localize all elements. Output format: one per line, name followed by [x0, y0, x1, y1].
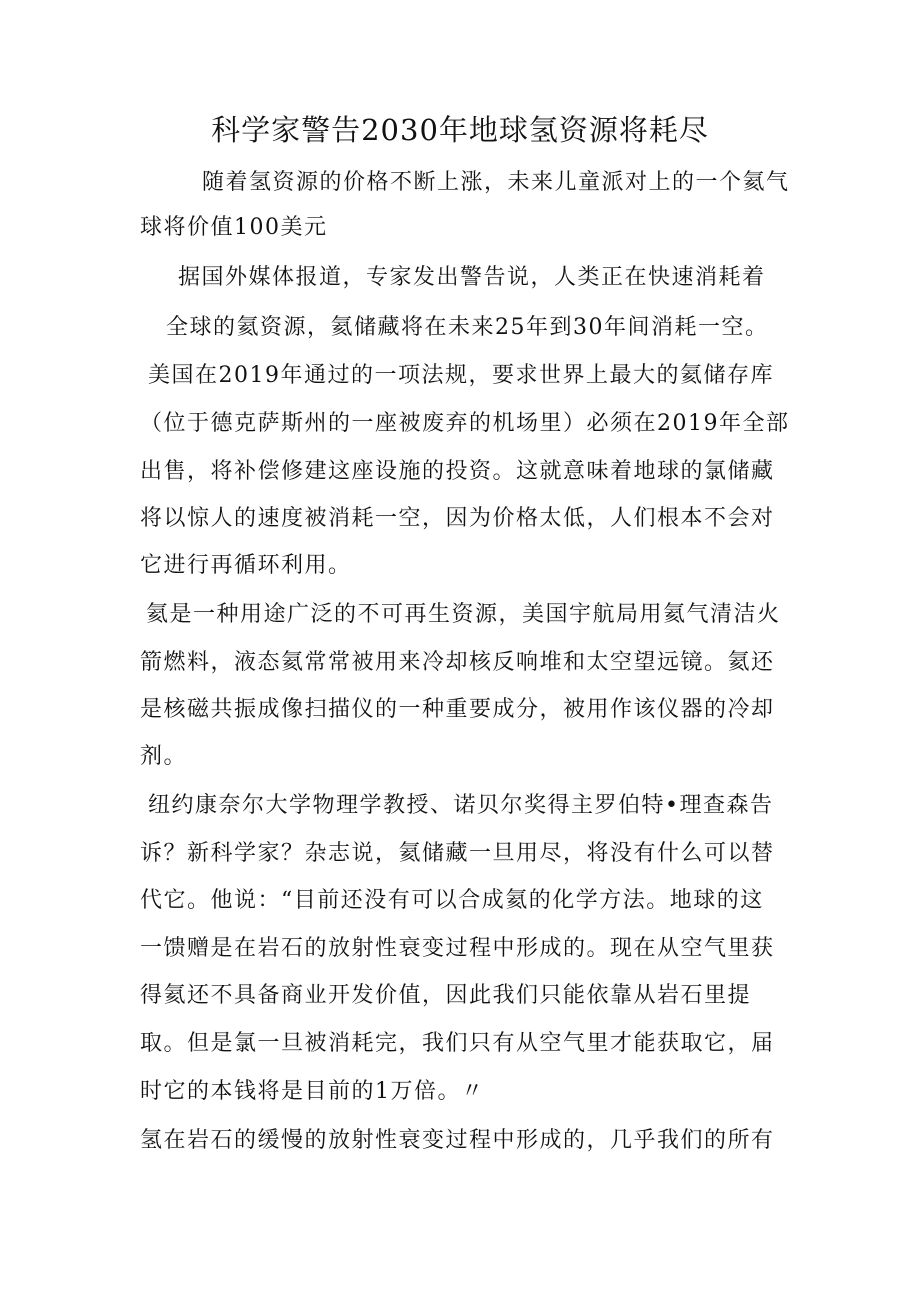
paragraph-line: 出售，将补偿修建这座设施的投资。这就意味着地球的氯储藏 — [140, 459, 775, 484]
paragraph-line: 剂。 — [140, 744, 188, 769]
document-title: 科学家警告2030年地球氢资源将耗尽 — [211, 113, 709, 147]
paragraph-line: 全球的氦资源，氦储藏将在未来25年到30年间消耗一空。 — [166, 315, 769, 340]
paragraph-line: 氦是一种用途广泛的不可再生资源，美国宇航局用氦气清洁火 — [146, 602, 781, 627]
paragraph-line: （位于德克萨斯州的一座被废弃的机场里）必须在2019年全部 — [140, 411, 790, 436]
paragraph-line: 取。但是氯一旦被消耗完，我们只有从空气里才能获取它，届 — [140, 1031, 775, 1056]
paragraph-line: 纽约康奈尔大学物理学教授、诺贝尔奖得主罗伯特•理查森告 — [148, 793, 774, 818]
paragraph-line: 将以惊人的速度被消耗一空，因为价格太低，人们根本不会对 — [140, 506, 775, 531]
paragraph-line: 得氦还不具备商业开发价值，因此我们只能依靠从岩石里提 — [140, 983, 752, 1008]
paragraph-line: 氢在岩石的缓慢的放射性衰变过程中形成的，几乎我们的所有 — [140, 1128, 775, 1153]
paragraph-line: 它进行再循环利用。 — [140, 553, 352, 578]
paragraph-line: 是核磁共振成像扫描仪的一种重要成分，被用作该仪器的冷却 — [140, 697, 775, 722]
paragraph-line: 球将价值100美元 — [140, 215, 328, 240]
paragraph-line: 据国外媒体报道，专家发出警告说，人类正在快速消耗着 — [178, 265, 766, 290]
paragraph-line: 代它。他说：“目前还没有可以合成氦的化学方法。地球的这 — [140, 888, 764, 913]
paragraph-line: 时它的本钱将是目前的1万倍。〃 — [140, 1079, 485, 1104]
paragraph-line: 随着氢资源的价格不断上涨，未来儿童派对上的一个氦气 — [202, 170, 790, 195]
paragraph-line: 诉？新科学家？杂志说，氦储藏一旦用尽，将没有什么可以替 — [140, 841, 775, 866]
paragraph-line: 箭燃料，液态氦常常被用来冷却核反响堆和太空望远镜。氦还 — [140, 650, 775, 675]
paragraph-line: 一馈赠是在岩石的放射性衰变过程中形成的。现在从空气里获 — [140, 936, 775, 961]
paragraph-line: 美国在2019年通过的一项法规，要求世界上最大的氦储存库 — [148, 363, 774, 388]
